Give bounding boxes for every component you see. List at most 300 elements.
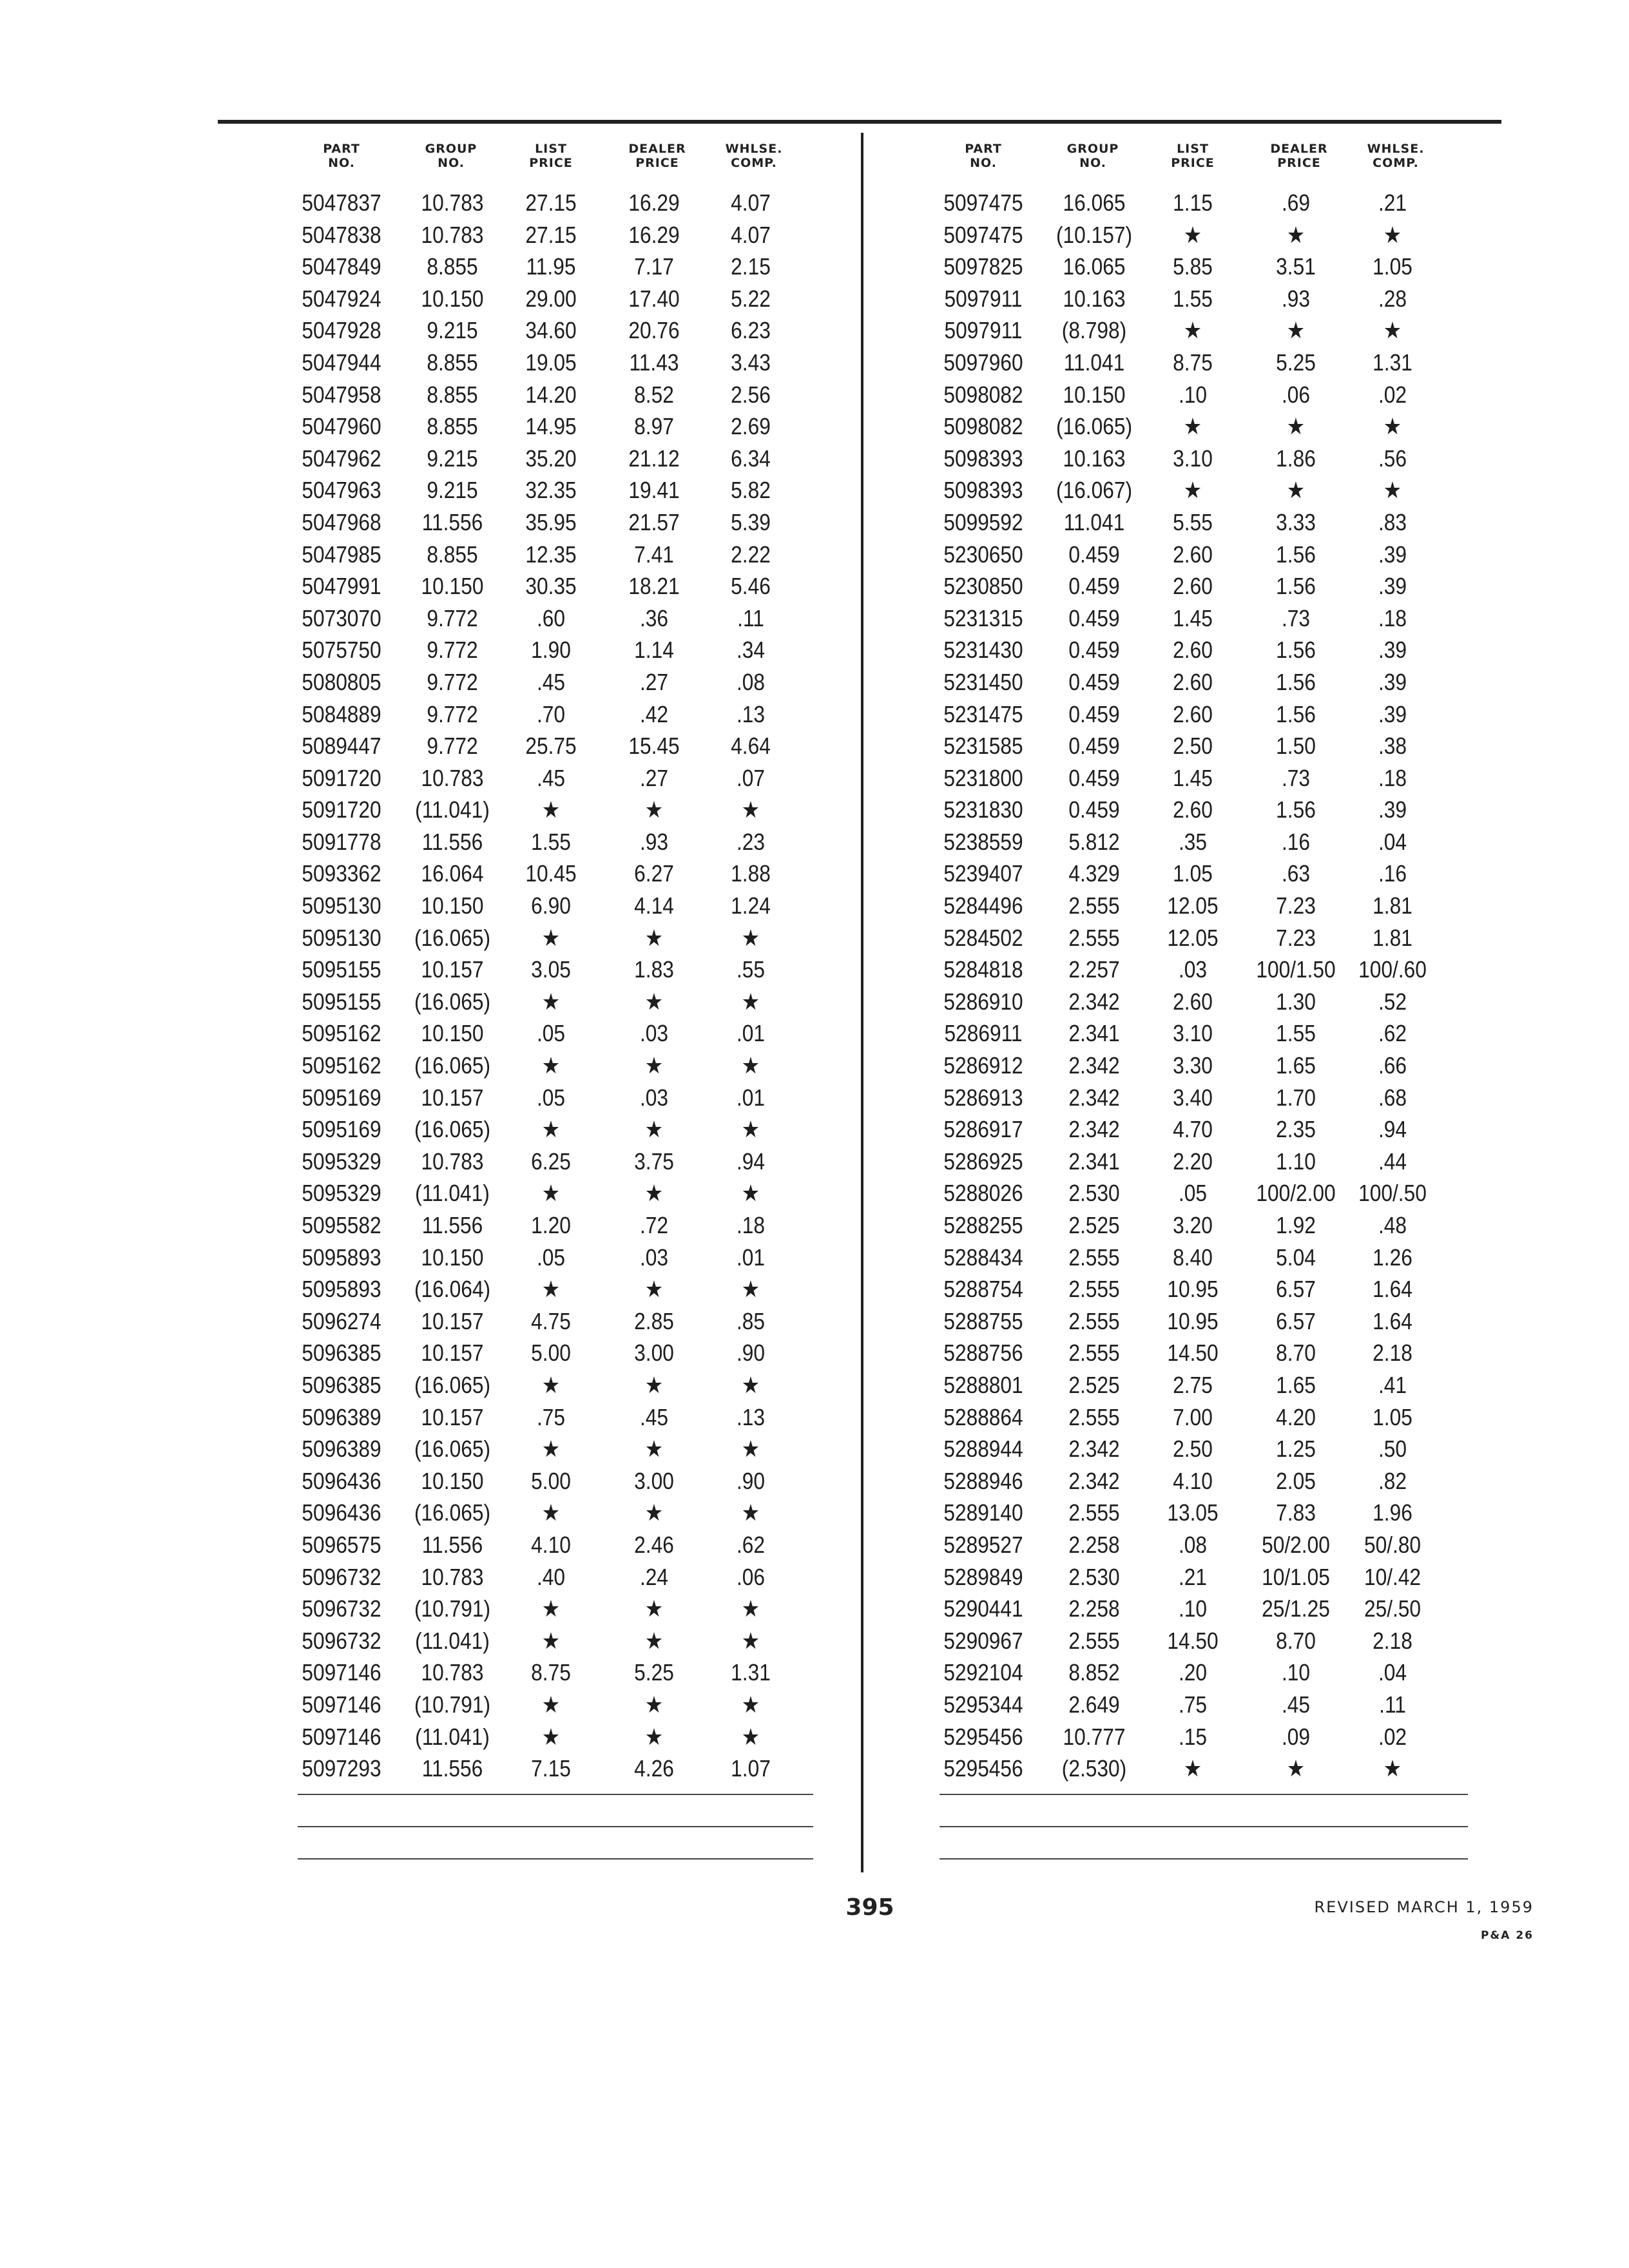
list-price-cell: 2.50	[1173, 1436, 1213, 1463]
group-no-cell: 2.341	[1068, 1148, 1120, 1175]
list-price-cell: .75	[536, 1403, 566, 1430]
group-no-cell: 0.459	[1068, 668, 1120, 695]
part-no-cell: 5239407	[943, 860, 1023, 887]
list-price-cell: 2.75	[1173, 1371, 1213, 1398]
dealer-price-cell: 7.17	[634, 253, 674, 280]
group-no-cell: 8.855	[427, 253, 478, 280]
group-no-cell: 2.530	[1068, 1563, 1120, 1590]
part-no-cell: 5096389	[302, 1436, 381, 1463]
whlse-comp-cell: 6.34	[731, 445, 771, 472]
dealer-price-cell: 16.29	[628, 221, 680, 248]
dealer-price-cell: 7.23	[1276, 892, 1316, 919]
blank-line	[298, 1794, 813, 1795]
header-dealer-price: DEALER PRICE	[628, 142, 686, 170]
whlse-comp-cell: .90	[736, 1467, 766, 1494]
whlse-comp-cell: .13	[736, 1403, 766, 1430]
dealer-price-cell: ★	[644, 988, 664, 1015]
dealer-price-cell: 100/1.50	[1256, 956, 1336, 983]
part-no-cell: 5098393	[943, 477, 1023, 504]
whlse-comp-cell: .68	[1378, 1084, 1407, 1111]
part-no-cell: 5231585	[943, 733, 1023, 760]
whlse-comp-cell: 5.22	[731, 285, 771, 312]
whlse-comp-cell: 5.46	[731, 573, 771, 600]
whlse-comp-cell: .02	[1378, 1723, 1407, 1750]
group-no-cell: 2.555	[1068, 1276, 1120, 1303]
dealer-price-cell: ★	[644, 924, 664, 951]
part-no-cell: 5097960	[943, 349, 1023, 376]
group-no-cell: (2.530)	[1061, 1755, 1127, 1782]
group-no-cell: 11.556	[421, 1531, 483, 1558]
group-no-cell: (16.067)	[1055, 477, 1133, 504]
list-price-cell: .05	[536, 1084, 566, 1111]
dealer-price-cell: 1.56	[1276, 541, 1316, 568]
group-no-cell: 2.258	[1068, 1595, 1120, 1622]
part-no-cell: 5290441	[943, 1595, 1023, 1622]
group-no-cell: 2.555	[1068, 1340, 1120, 1367]
list-price-cell: 2.60	[1173, 700, 1213, 727]
list-price-cell: .05	[536, 1244, 566, 1271]
part-no-cell: 5288946	[943, 1467, 1023, 1494]
section-code: P&A 26	[1480, 1929, 1534, 1942]
header-list-price: LIST PRICE	[529, 142, 573, 170]
part-no-cell: 5097146	[302, 1691, 381, 1718]
part-no-cell: 5096274	[302, 1307, 381, 1334]
part-no-cell: 5286913	[943, 1084, 1023, 1111]
part-no-cell: 5231450	[943, 668, 1023, 695]
list-price-cell: 12.05	[1167, 924, 1219, 951]
part-no-cell: 5095130	[302, 924, 381, 951]
group-no-cell: 2.525	[1068, 1371, 1120, 1398]
whlse-comp-cell: 3.43	[731, 349, 771, 376]
list-price-cell: 3.10	[1173, 445, 1213, 472]
part-no-cell: 5095162	[302, 1052, 381, 1079]
dealer-price-cell: ★	[644, 1180, 664, 1207]
whlse-comp-cell: .41	[1378, 1371, 1407, 1398]
dealer-price-cell: 4.26	[634, 1755, 674, 1782]
list-price-cell: .05	[536, 1020, 566, 1047]
part-no-cell: 5288801	[943, 1371, 1023, 1398]
group-no-cell: 8.855	[427, 413, 478, 440]
part-no-cell: 5096436	[302, 1499, 381, 1526]
list-price-cell: 3.10	[1173, 1020, 1213, 1047]
whlse-comp-cell: 1.81	[1373, 924, 1412, 951]
group-no-cell: 10.150	[421, 1020, 484, 1047]
blank-line	[298, 1826, 813, 1827]
part-no-cell: 5284496	[943, 892, 1023, 919]
whlse-comp-cell: .01	[736, 1020, 766, 1047]
list-price-cell: 2.60	[1173, 668, 1213, 695]
whlse-comp-cell: ★	[741, 1627, 760, 1654]
column-divider	[861, 133, 863, 1872]
whlse-comp-cell: ★	[741, 1052, 760, 1079]
part-no-cell: 5096385	[302, 1371, 381, 1398]
dealer-price-cell: .03	[639, 1020, 669, 1047]
page-number: 395	[845, 1894, 894, 1921]
list-price-cell: ★	[1183, 317, 1202, 344]
dealer-price-cell: 100/2.00	[1256, 1180, 1336, 1207]
group-no-cell: 10.150	[421, 1467, 484, 1494]
dealer-price-cell: .72	[639, 1212, 669, 1238]
list-price-cell: 2.20	[1173, 1148, 1213, 1175]
whlse-comp-cell: .48	[1378, 1212, 1407, 1238]
list-price-cell: .21	[1178, 1563, 1208, 1590]
dealer-price-cell: 2.85	[634, 1307, 674, 1334]
whlse-comp-cell: .56	[1378, 445, 1407, 472]
part-no-cell: 5288754	[943, 1276, 1023, 1303]
part-no-cell: 5231830	[943, 796, 1023, 823]
whlse-comp-cell: ★	[1383, 1755, 1402, 1782]
dealer-price-cell: 16.29	[628, 189, 680, 216]
whlse-comp-cell: .18	[736, 1212, 766, 1238]
dealer-price-cell: ★	[644, 1499, 664, 1526]
dealer-price-cell: .36	[639, 604, 669, 631]
group-no-cell: 8.855	[427, 541, 478, 568]
group-no-cell: 10.150	[421, 892, 484, 919]
list-price-cell: ★	[541, 796, 561, 823]
part-no-cell: 5047960	[302, 413, 381, 440]
whlse-comp-cell: ★	[741, 1691, 760, 1718]
whlse-comp-cell: 1.81	[1373, 892, 1412, 919]
list-price-cell: 12.05	[1167, 892, 1219, 919]
part-no-cell: 5095130	[302, 892, 381, 919]
whlse-comp-cell: ★	[741, 1180, 760, 1207]
dealer-price-cell: 50/2.00	[1262, 1531, 1330, 1558]
list-price-cell: 1.45	[1173, 764, 1213, 791]
whlse-comp-cell: 4.07	[731, 221, 771, 248]
group-no-cell: 10.150	[1063, 381, 1126, 408]
whlse-comp-cell: ★	[1383, 221, 1402, 248]
group-no-cell: 0.459	[1068, 764, 1120, 791]
part-no-cell: 5091778	[302, 828, 381, 855]
part-no-cell: 5095329	[302, 1180, 381, 1207]
list-price-cell: .10	[1178, 381, 1208, 408]
part-no-cell: 5084889	[302, 700, 381, 727]
group-no-cell: (16.065)	[414, 924, 491, 951]
dealer-price-cell: ★	[644, 1595, 664, 1622]
part-no-cell: 5292104	[943, 1659, 1023, 1686]
dealer-price-cell: .10	[1281, 1659, 1311, 1686]
part-no-cell: 5095155	[302, 988, 381, 1015]
group-no-cell: (8.798)	[1061, 317, 1127, 344]
list-price-cell: 10.95	[1167, 1276, 1219, 1303]
list-price-cell: .40	[536, 1563, 566, 1590]
dealer-price-cell: .93	[1281, 285, 1311, 312]
part-no-cell: 5290967	[943, 1627, 1023, 1654]
part-no-cell: 5284818	[943, 956, 1023, 983]
list-price-cell: 34.60	[525, 317, 577, 344]
list-price-cell: 19.05	[525, 349, 577, 376]
whlse-comp-cell: .39	[1378, 700, 1407, 727]
group-no-cell: (16.065)	[414, 1436, 491, 1463]
whlse-comp-cell: .18	[1378, 764, 1407, 791]
whlse-comp-cell: .39	[1378, 573, 1407, 600]
group-no-cell: 0.459	[1068, 573, 1120, 600]
whlse-comp-cell: .94	[736, 1148, 766, 1175]
dealer-price-cell: 7.41	[634, 541, 674, 568]
part-no-cell: 5097146	[302, 1659, 381, 1686]
dealer-price-cell: ★	[644, 1723, 664, 1750]
blank-line	[298, 1858, 813, 1860]
list-price-cell: .20	[1178, 1659, 1208, 1686]
whlse-comp-cell: 1.88	[731, 860, 771, 887]
whlse-comp-cell: 2.18	[1373, 1627, 1412, 1654]
part-no-cell: 5096732	[302, 1595, 381, 1622]
dealer-price-cell: 1.56	[1276, 700, 1316, 727]
part-no-cell: 5288755	[943, 1307, 1023, 1334]
list-price-cell: 7.15	[531, 1755, 571, 1782]
group-no-cell: 0.459	[1068, 637, 1120, 664]
group-no-cell: (11.041)	[415, 1180, 490, 1207]
group-no-cell: 10.150	[421, 1244, 484, 1271]
whlse-comp-cell: .50	[1378, 1436, 1407, 1463]
part-no-cell: 5230850	[943, 573, 1023, 600]
part-no-cell: 5089447	[302, 733, 381, 760]
whlse-comp-cell: .39	[1378, 668, 1407, 695]
group-no-cell: 10.157	[421, 1403, 484, 1430]
list-price-cell: 2.50	[1173, 733, 1213, 760]
blank-line	[940, 1826, 1468, 1827]
whlse-comp-cell: .62	[1378, 1020, 1407, 1047]
part-no-cell: 5231475	[943, 700, 1023, 727]
dealer-price-cell: 3.51	[1276, 253, 1316, 280]
dealer-price-cell: ★	[644, 796, 664, 823]
dealer-price-cell: .06	[1281, 381, 1311, 408]
header-whlse-comp: WHLSE. COMP.	[725, 142, 783, 170]
list-price-cell: 35.20	[525, 445, 577, 472]
group-no-cell: 0.459	[1068, 796, 1120, 823]
group-no-cell: 10.157	[421, 1340, 484, 1367]
list-price-cell: 3.30	[1173, 1052, 1213, 1079]
group-no-cell: 10.783	[421, 764, 484, 791]
dealer-price-cell: .45	[1281, 1691, 1311, 1718]
part-no-cell: 5295456	[943, 1755, 1023, 1782]
dealer-price-cell: 5.04	[1276, 1244, 1316, 1271]
list-price-cell: 29.00	[525, 285, 577, 312]
whlse-comp-cell: .04	[1378, 828, 1407, 855]
part-no-cell: 5231430	[943, 637, 1023, 664]
list-price-cell: .08	[1178, 1531, 1208, 1558]
part-no-cell: 5091720	[302, 764, 381, 791]
group-no-cell: 2.342	[1068, 1084, 1120, 1111]
dealer-price-cell: 1.50	[1276, 733, 1316, 760]
group-no-cell: 10.150	[421, 573, 484, 600]
group-no-cell: 11.556	[421, 1212, 483, 1238]
dealer-price-cell: ★	[644, 1627, 664, 1654]
dealer-price-cell: 1.56	[1276, 637, 1316, 664]
group-no-cell: 10.163	[1063, 285, 1126, 312]
part-no-cell: 5080805	[302, 668, 381, 695]
dealer-price-cell: ★	[1286, 413, 1306, 440]
header-dealer-price: DEALER PRICE	[1270, 142, 1328, 170]
group-no-cell: (11.041)	[415, 1627, 490, 1654]
group-no-cell: 2.342	[1068, 988, 1120, 1015]
part-no-cell: 5047838	[302, 221, 381, 248]
part-no-cell: 5097911	[944, 285, 1023, 312]
whlse-comp-cell: ★	[741, 1116, 760, 1143]
dealer-price-cell: 6.57	[1276, 1307, 1316, 1334]
part-no-cell: 5095169	[302, 1084, 381, 1111]
group-no-cell: 10.163	[1063, 445, 1126, 472]
list-price-cell: 3.05	[531, 956, 571, 983]
dealer-price-cell: 3.00	[634, 1467, 674, 1494]
whlse-comp-cell: 2.18	[1373, 1340, 1412, 1367]
part-no-cell: 5095155	[302, 956, 381, 983]
dealer-price-cell: 1.56	[1276, 796, 1316, 823]
whlse-comp-cell: .83	[1378, 508, 1407, 535]
list-price-cell: 4.10	[1173, 1467, 1213, 1494]
whlse-comp-cell: 50/.80	[1364, 1531, 1422, 1558]
list-price-cell: 2.60	[1173, 988, 1213, 1015]
list-price-cell: ★	[541, 1116, 561, 1143]
list-price-cell: 25.75	[525, 733, 577, 760]
dealer-price-cell: 10/1.05	[1262, 1563, 1330, 1590]
part-no-cell: 5047924	[302, 285, 381, 312]
part-no-cell: 5096732	[302, 1563, 381, 1590]
part-no-cell: 5095893	[302, 1276, 381, 1303]
part-no-cell: 5286925	[943, 1148, 1023, 1175]
list-price-cell: 2.60	[1173, 796, 1213, 823]
list-price-cell: 8.75	[1173, 349, 1213, 376]
whlse-comp-cell: .38	[1378, 733, 1407, 760]
whlse-comp-cell: .39	[1378, 796, 1407, 823]
dealer-price-cell: 21.57	[628, 508, 680, 535]
part-no-cell: 5096732	[302, 1627, 381, 1654]
group-no-cell: 2.342	[1068, 1116, 1120, 1143]
part-no-cell: 5288864	[943, 1403, 1023, 1430]
whlse-comp-cell: 10/.42	[1364, 1563, 1422, 1590]
whlse-comp-cell: .62	[736, 1531, 766, 1558]
group-no-cell: 9.772	[427, 700, 478, 727]
group-no-cell: 4.329	[1068, 860, 1120, 887]
list-price-cell: ★	[541, 1595, 561, 1622]
whlse-comp-cell: .23	[736, 828, 766, 855]
part-no-cell: 5289849	[943, 1563, 1023, 1590]
dealer-price-cell: ★	[644, 1052, 664, 1079]
group-no-cell: (16.065)	[414, 1052, 491, 1079]
top-rule	[218, 120, 1501, 124]
dealer-price-cell: 1.92	[1276, 1212, 1316, 1238]
group-no-cell: 8.855	[427, 381, 478, 408]
dealer-price-cell: 1.70	[1276, 1084, 1316, 1111]
group-no-cell: 16.064	[421, 860, 484, 887]
dealer-price-cell: .42	[639, 700, 669, 727]
header-group-no: GROUP NO.	[425, 142, 477, 170]
revised-date: REVISED MARCH 1, 1959	[1314, 1898, 1534, 1916]
dealer-price-cell: 6.27	[634, 860, 674, 887]
part-no-cell: 5047991	[302, 573, 381, 600]
group-no-cell: 0.459	[1068, 604, 1120, 631]
dealer-price-cell: .27	[639, 668, 669, 695]
list-price-cell: 27.15	[525, 189, 577, 216]
list-price-cell: 10.95	[1167, 1307, 1219, 1334]
dealer-price-cell: 19.41	[628, 477, 680, 504]
whlse-comp-cell: .11	[1379, 1691, 1406, 1718]
list-price-cell: 5.00	[531, 1340, 571, 1367]
whlse-comp-cell: .06	[736, 1563, 766, 1590]
list-price-cell: 27.15	[525, 221, 577, 248]
whlse-comp-cell: .94	[1378, 1116, 1407, 1143]
list-price-cell: 1.20	[531, 1212, 571, 1238]
list-price-cell: 1.05	[1173, 860, 1213, 887]
whlse-comp-cell: .18	[1378, 604, 1407, 631]
whlse-comp-cell: 100/.50	[1358, 1180, 1427, 1207]
whlse-comp-cell: ★	[741, 796, 760, 823]
whlse-comp-cell: 6.23	[731, 317, 771, 344]
whlse-comp-cell: .82	[1378, 1467, 1407, 1494]
group-no-cell: 2.555	[1068, 1499, 1120, 1526]
dealer-price-cell: 8.52	[634, 381, 674, 408]
part-no-cell: 5047985	[302, 541, 381, 568]
list-price-cell: 7.00	[1173, 1403, 1213, 1430]
whlse-comp-cell: 1.05	[1373, 253, 1412, 280]
dealer-price-cell: 1.55	[1276, 1020, 1316, 1047]
whlse-comp-cell: 2.22	[731, 541, 771, 568]
list-price-cell: 30.35	[525, 573, 577, 600]
part-no-cell: 5286917	[943, 1116, 1023, 1143]
list-price-cell: 4.10	[531, 1531, 571, 1558]
dealer-price-cell: 1.65	[1276, 1052, 1316, 1079]
part-no-cell: 5289527	[943, 1531, 1023, 1558]
group-no-cell: (16.065)	[414, 1499, 491, 1526]
group-no-cell: 10.783	[421, 221, 484, 248]
group-no-cell: 0.459	[1068, 733, 1120, 760]
list-price-cell: 14.20	[525, 381, 577, 408]
list-price-cell: 1.55	[531, 828, 571, 855]
part-no-cell: 5097293	[302, 1755, 381, 1782]
whlse-comp-cell: 25/.50	[1364, 1595, 1422, 1622]
part-no-cell: 5286911	[944, 1020, 1023, 1047]
part-no-cell: 5047928	[302, 317, 381, 344]
part-no-cell: 5047962	[302, 445, 381, 472]
part-no-cell: 5098082	[943, 413, 1023, 440]
dealer-price-cell: 20.76	[628, 317, 680, 344]
group-no-cell: 2.555	[1068, 1307, 1120, 1334]
group-no-cell: 8.852	[1068, 1659, 1120, 1686]
part-no-cell: 5097475	[943, 221, 1023, 248]
whlse-comp-cell: ★	[741, 1595, 760, 1622]
group-no-cell: 10.783	[421, 1563, 484, 1590]
group-no-cell: 5.812	[1068, 828, 1120, 855]
list-price-cell: 32.35	[525, 477, 577, 504]
group-no-cell: 9.215	[427, 477, 478, 504]
header-list-price: LIST PRICE	[1171, 142, 1215, 170]
list-price-cell: .03	[1178, 956, 1208, 983]
group-no-cell: 2.342	[1068, 1467, 1120, 1494]
list-price-cell: .75	[1178, 1691, 1208, 1718]
part-no-cell: 5091720	[302, 796, 381, 823]
list-price-cell: 6.25	[531, 1148, 571, 1175]
whlse-comp-cell: .04	[1378, 1659, 1407, 1686]
part-no-cell: 5095329	[302, 1148, 381, 1175]
group-no-cell: (10.791)	[414, 1595, 491, 1622]
whlse-comp-cell: ★	[741, 1723, 760, 1750]
whlse-comp-cell: 2.69	[731, 413, 771, 440]
list-price-cell: ★	[541, 1052, 561, 1079]
dealer-price-cell: 2.05	[1276, 1467, 1316, 1494]
dealer-price-cell: ★	[644, 1116, 664, 1143]
group-no-cell: 10.783	[421, 1148, 484, 1175]
part-no-cell: 5095169	[302, 1116, 381, 1143]
part-no-cell: 5284502	[943, 924, 1023, 951]
group-no-cell: (16.065)	[1055, 413, 1133, 440]
group-no-cell: 0.459	[1068, 541, 1120, 568]
list-price-cell: 2.60	[1173, 573, 1213, 600]
dealer-price-cell: .45	[639, 1403, 669, 1430]
group-no-cell: 11.041	[1063, 349, 1125, 376]
list-price-cell: ★	[541, 1371, 561, 1398]
dealer-price-cell: ★	[1286, 1755, 1306, 1782]
part-no-cell: 5047958	[302, 381, 381, 408]
